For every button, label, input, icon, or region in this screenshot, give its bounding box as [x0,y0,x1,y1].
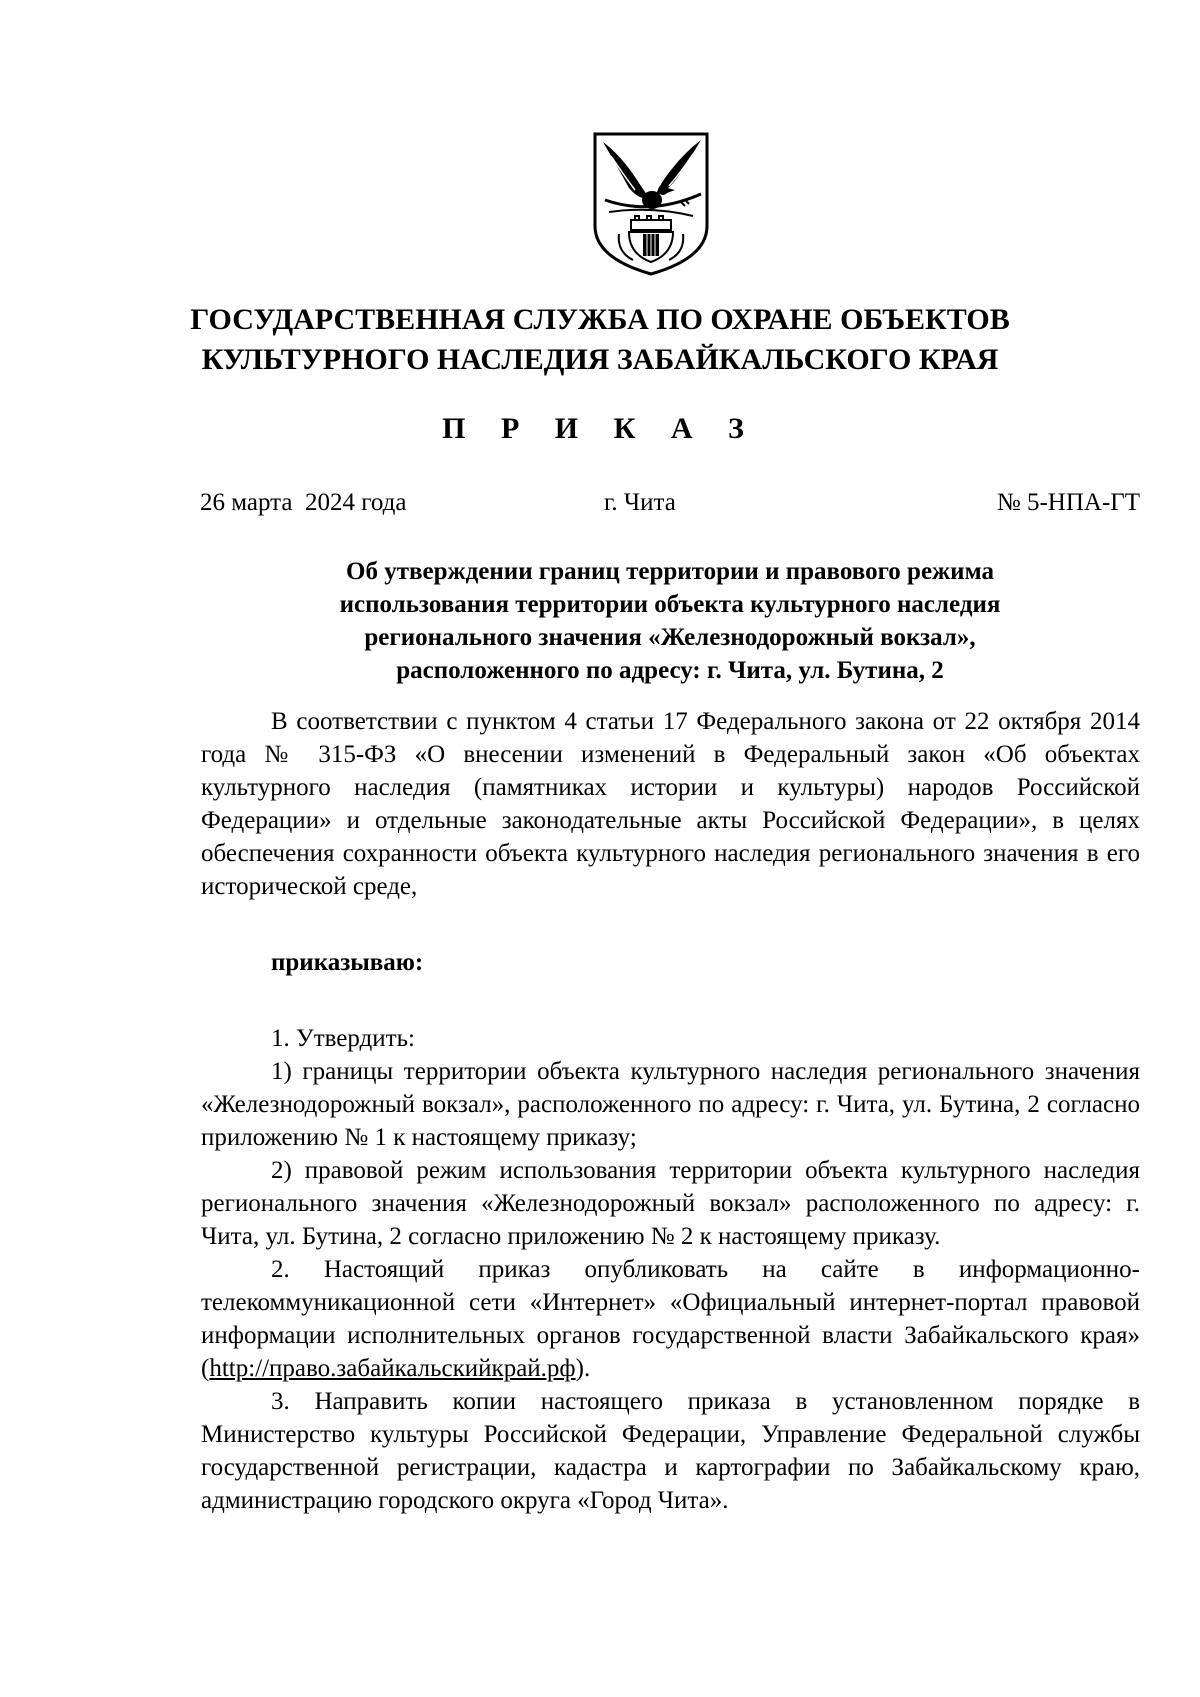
item-2 [201,1253,1140,1385]
portal-link[interactable]: http://право.забайкальскийкрай.рф [209,1355,576,1382]
document-city: г. Чита [604,489,676,516]
item-2-end: ). [575,1355,591,1382]
document-type: П Р И К А З [442,412,758,445]
order-verb: приказываю: [271,949,424,976]
organization-name-line2: КУЛЬТУРНОГО НАСЛЕДИЯ ЗАБАЙКАЛЬСКОГО КРАЯ [201,343,999,376]
organization-name-line1: ГОСУДАРСТВЕННАЯ СЛУЖБА ПО ОХРАНЕ ОБЪЕКТОВ [190,303,1010,336]
organization-name [150,300,1050,380]
document-title-line1: Об утверждении границ территории и правового режима [346,558,994,585]
document-title [200,555,1140,687]
preamble-paragraph: В соответствии с пунктом 4 статьи 17 Федерального закона от 22 октября 2014 года № 315-ФЗ «О внесении изменений в Федеральный закон «Об объектах культурного наследия (памятниках истории и культуры) народов Российской Федерации» и отдельные законодательные акты Российской Федерации», в целях обеспечения сохранности объекта культурного наследия регионального значения в его исторической среде, [201,708,1140,900]
coat-of-arms-icon [589,130,713,278]
item-3: 3. Направить копии настоящего приказа в установленном порядке в Министерство культуры Российской Федерации, Управление Федеральной службы государственной регистрации, кадастра и картографии по Забайкальскому краю, администрацию городского округа «Город Чита». [201,1388,1140,1514]
document-title-line3: регионального значения «Железнодорожный вокзал», [364,624,976,651]
item-1-1: 1) границы территории объекта культурного наследия регионального значения «Железнодорожный вокзал», расположенного по адресу: г. Чита, ул. Бутина, 2 согласно приложению № 1 к настоящему приказу; [201,1058,1140,1151]
document-number: № 5-НПА-ГТ [996,489,1140,516]
document-title-line2: использования территории объекта культурного наследия [339,591,1001,618]
item-2-text: 2. Настоящий приказ опубликовать на сайте в информационно-телекоммуникационной сети «Интернет» «Официальный интернет-портал правовой информации исполнительных органов государственной власти Забайкальского края» ( [201,1256,1140,1382]
document-date: 26 марта 2024 года [200,489,407,516]
item-1: 1. Утвердить: [271,1025,415,1052]
item-1-2: 2) правовой режим использования территории объекта культурного наследия регионального значения «Железнодорожный вокзал» расположенного по адресу: г. Чита, ул. Бутина, 2 согласно приложению № 2 к настоящему приказу. [201,1157,1140,1250]
document-title-line4: расположенного по адресу: г. Чита, ул. Бутина, 2 [396,657,944,684]
document-body [201,705,1140,1517]
